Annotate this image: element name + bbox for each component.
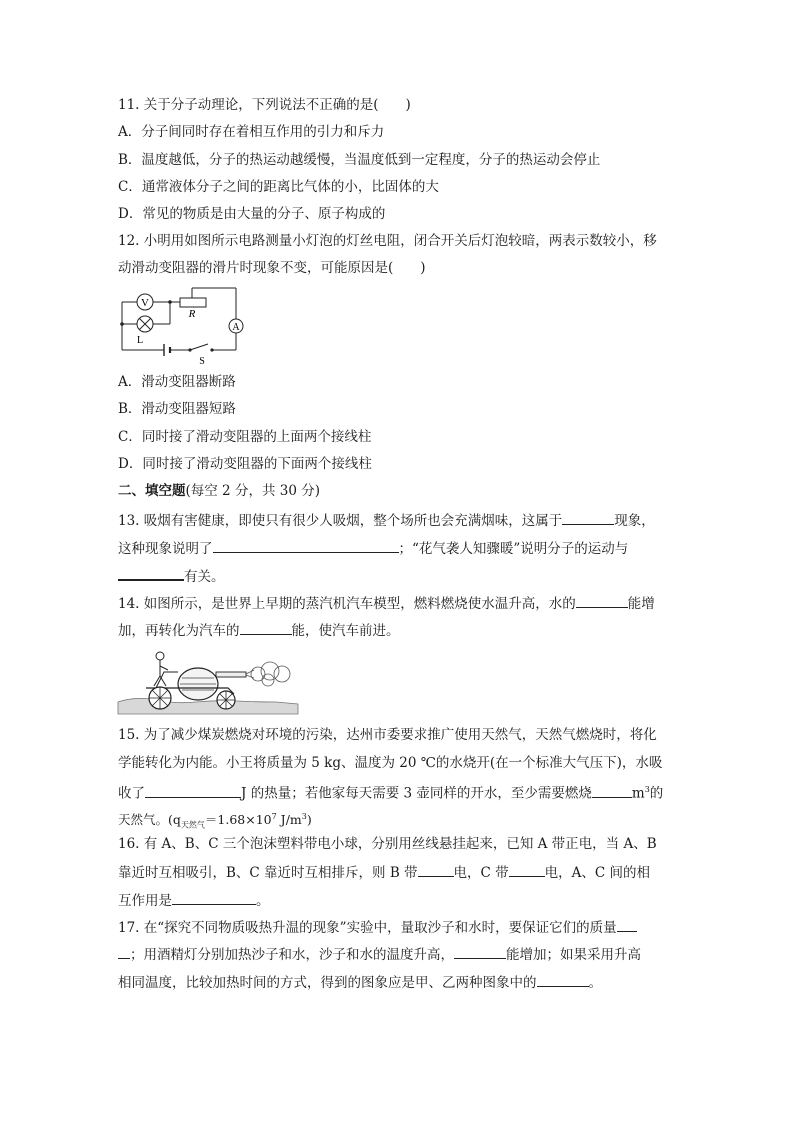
section-heading [118, 482, 320, 500]
q17-text: ；用酒精灯分别加热沙子和水，沙子和水的温度升高， [130, 947, 454, 963]
q16-text: 电，A、C 间的相 [544, 865, 651, 881]
q16-text: 互作用是 [118, 893, 172, 909]
q13-text: 现象， [614, 513, 655, 529]
q15-unit-exponent: 3 [644, 785, 650, 794]
q15-unit-exponent: 3 [301, 812, 307, 821]
q13-line1 [118, 510, 655, 530]
q15-text: J 的热量；若他家每天需要 3 壶同样的开水，至少需要燃烧 [241, 785, 592, 802]
q15-text: m [631, 785, 645, 802]
q16-text: 靠近时互相吸引，B、C 靠近时互相排斥，则 B 带 [118, 865, 418, 881]
q17-blank-1a[interactable] [617, 917, 637, 932]
q17-blank-3[interactable] [537, 972, 589, 987]
q12-option-a: A．滑动变阻器断路 [118, 374, 236, 390]
q17-blank-1b[interactable] [118, 944, 130, 959]
q15-text: J/m [276, 812, 302, 828]
q16-blank-2[interactable] [509, 862, 545, 877]
q14-line1 [118, 593, 655, 613]
q16-blank-3[interactable] [172, 890, 256, 905]
q12-stem-line2: 动滑动变阻器的滑片时现象不变，可能原因是( ) [118, 260, 426, 276]
q16-line2 [118, 862, 650, 882]
q16-text: 电，C 带 [453, 865, 509, 881]
q11-option-c: C．通常液体分子之间的距离比气体的小，比固体的大 [118, 179, 439, 195]
ammeter-label: A [232, 322, 240, 333]
q14-text: 能增 [627, 596, 655, 612]
q17-blank-2[interactable] [454, 944, 506, 959]
q15-line3 [118, 781, 663, 803]
q11-stem: 11. 关于分子动理论，下列说法不正确的是( ) [118, 97, 411, 113]
q13-blank-1[interactable] [562, 510, 614, 525]
q13-text: 这种现象说明了 [118, 541, 213, 557]
voltmeter-label: V [141, 297, 149, 309]
q13-blank-3[interactable] [118, 565, 184, 581]
q14-text: 能，使汽车前进。 [291, 623, 400, 639]
resistor-label: R [188, 308, 196, 320]
section-note: (每空 2 分，共 30 分) [185, 483, 320, 499]
q13-line2 [118, 538, 628, 558]
q17-text: 17. 在“探究不同物质吸热升温的现象”实验中，量取沙子和水时，要保证它们的质量 [118, 920, 617, 936]
q13-text: 有关。 [184, 569, 225, 585]
q14-text: 加，再转化为汽车的 [118, 623, 240, 639]
q14-blank-2[interactable] [240, 620, 292, 635]
q16-text: 。 [256, 893, 270, 909]
q15-blank-2[interactable] [592, 783, 632, 798]
q17-line2 [118, 944, 641, 964]
q14-text: 14. 如图所示，是世界上早期的蒸汽机汽车模型，燃料燃烧使水温升高，水的 [118, 596, 576, 612]
q15-text: ＝1.68×10 [204, 812, 272, 828]
q12-option-c: C．同时接了滑动变阻器的上面两个接线柱 [118, 429, 372, 445]
q15-text: 收了 [118, 785, 145, 802]
q16-line3 [118, 890, 270, 910]
q12-stem-line1: 12. 小明用如图所示电路测量小灯泡的灯丝电阻，闭合开关后灯泡较暗，两表示数较小，移 [118, 233, 657, 249]
lamp-label: L [136, 335, 144, 346]
section-title: 二、填空题 [118, 483, 186, 499]
switch-label: S [199, 356, 205, 366]
q14-blank-1[interactable] [576, 593, 628, 608]
q13-text: ；“花气袭人知骤暖”说明分子的运动与 [398, 541, 629, 557]
steam-car-illustration [116, 644, 300, 718]
q15-line1: 15. 为了减少煤炭燃烧对环境的污染，达州市委要求推广使用天然气，天然气燃烧时，将化 [118, 727, 657, 743]
q15-blank-1[interactable] [145, 783, 241, 798]
q17-line3 [118, 972, 602, 992]
q11-option-b: B．温度越低，分子的热运动越缓慢，当温度低到一定程度，分子的热运动会停止 [118, 152, 601, 168]
q15-exponent: 7 [271, 812, 277, 821]
q15-line2: 学能转化为内能。小王将质量为 5 kg、温度为 20 ℃的水烧开(在一个标准大气压下)，水吸 [118, 755, 663, 771]
q17-text: 能增加；如果采用升高 [506, 947, 641, 963]
q17-text: 。 [588, 975, 602, 991]
q14-line2 [118, 620, 400, 640]
q16-blank-1[interactable] [418, 862, 454, 877]
q17-text: 相同温度，比较加热时间的方式，得到的图象应是甲、乙两种图象中的 [118, 975, 537, 991]
q12-option-d: D．同时接了滑动变阻器的下面两个接线柱 [118, 456, 372, 472]
q13-blank-2[interactable] [213, 538, 399, 553]
q16-line1: 16. 有 A、B、C 三个泡沫塑料带电小球，分别用丝线悬挂起来，已知 A 带正电，当 A、B [118, 836, 657, 852]
q13-text: 13. 吸烟有害健康，即使只有很少人吸烟，整个场所也会充满烟味，这属于 [118, 513, 563, 529]
q12-option-b: B．滑动变阻器短路 [118, 401, 236, 417]
q15-text: 天然气。(q [118, 812, 181, 828]
q15-text: 的 [649, 785, 664, 802]
q11-option-d: D．常见的物质是由大量的分子、原子构成的 [118, 206, 386, 222]
q15-line4 [118, 808, 312, 835]
q15-text: ) [306, 812, 312, 828]
q17-line1 [118, 917, 637, 937]
q13-line3 [118, 565, 225, 586]
q15-subscript: 天然气 [180, 820, 205, 830]
circuit-diagram [112, 284, 252, 366]
q11-option-a: A．分子间同时存在着相互作用的引力和斥力 [118, 124, 385, 140]
